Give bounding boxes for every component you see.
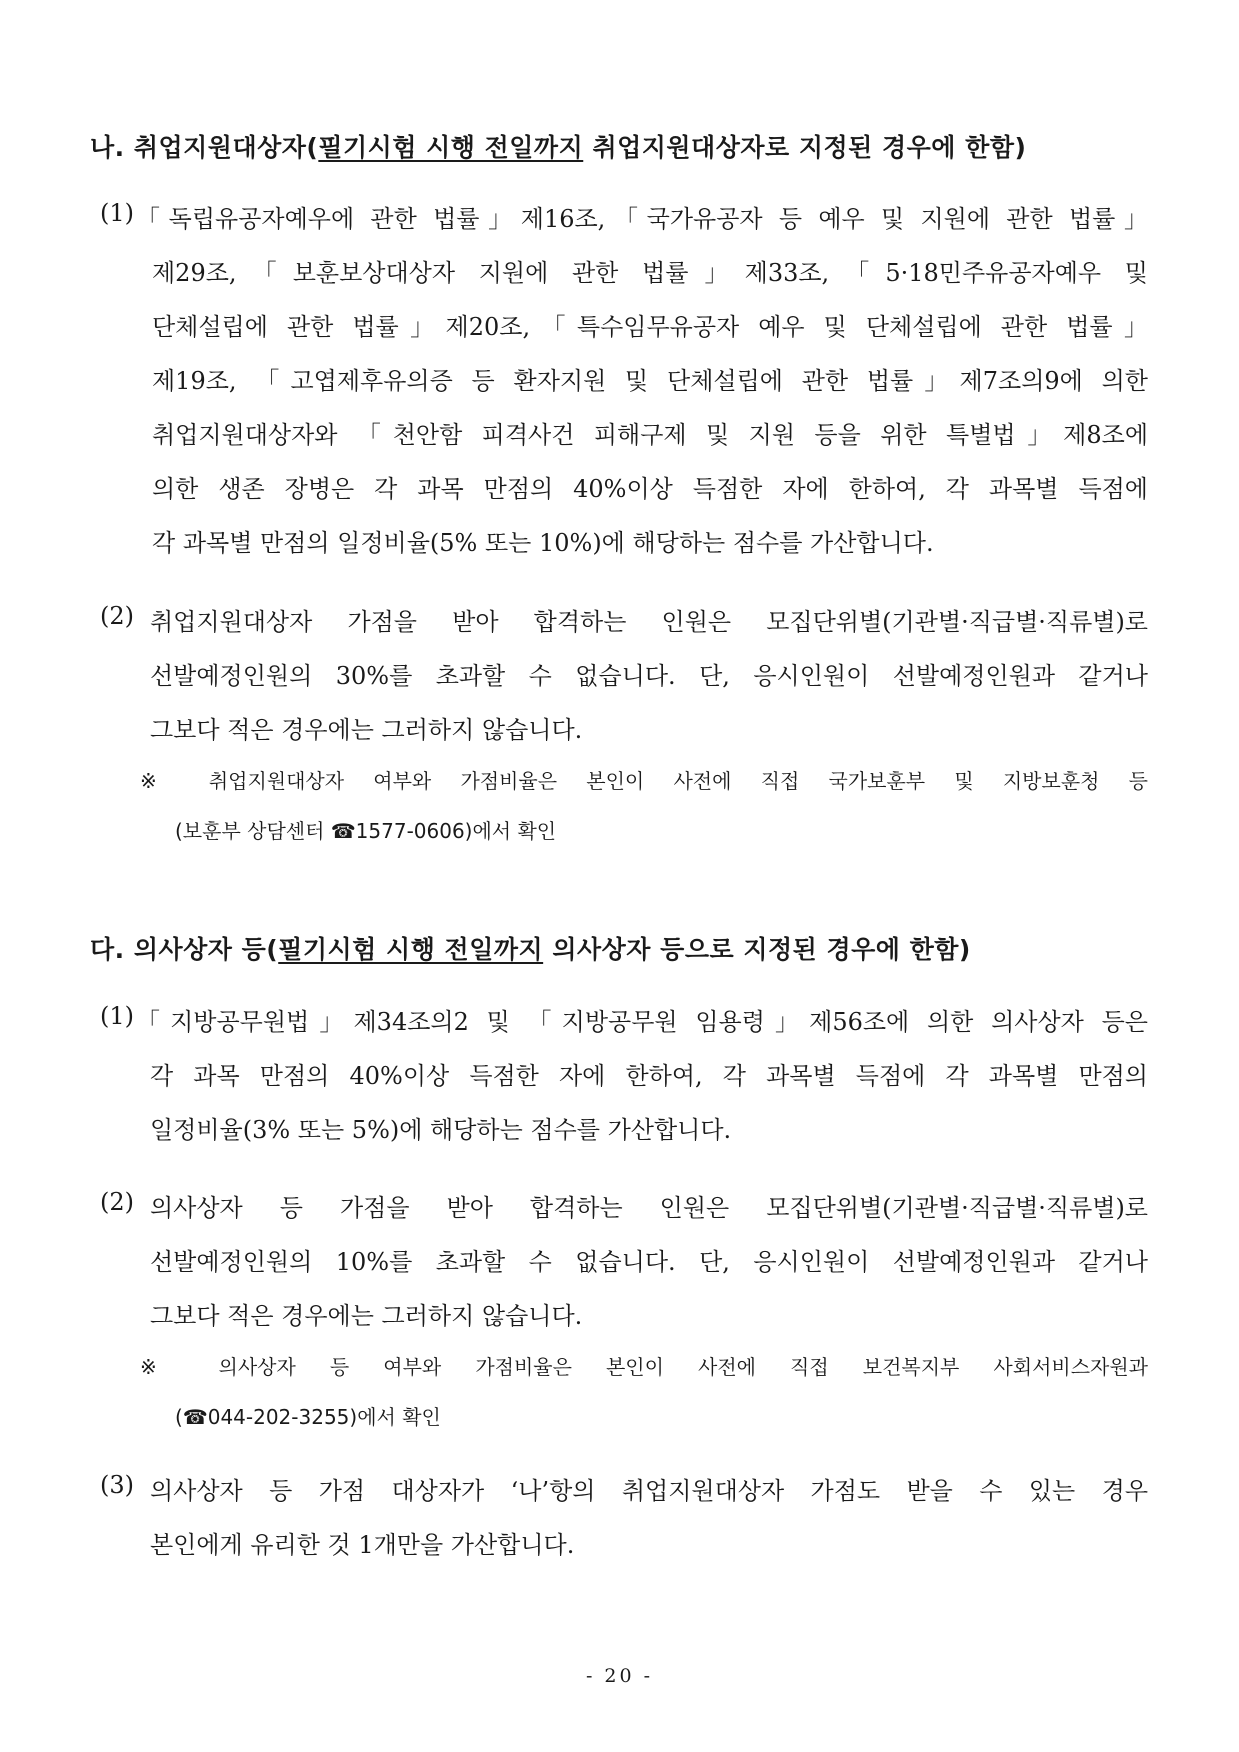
section-da-note-line: (☎044-202-3255)에서 확인 [175, 1405, 441, 1429]
section-da-item3-line: 본인에게 유리한 것 1개만을 가산합니다. [150, 1531, 575, 1559]
section-da-heading [90, 930, 971, 966]
page-number: - 20 - [585, 1665, 654, 1687]
section-na-title-underlined: 필기시험 시행 전일까지 [318, 133, 584, 162]
section-na-item1-line: 제29조,「보훈보상대상자 지원에 관한 법률」제33조,「5·18민주유공자예우 및 [152, 259, 1148, 287]
section-na-item1-line: 제19조, 「고엽제후유의증 등 환자지원 및 단체설립에 관한 법률」제7조의9에 의한 [152, 367, 1148, 395]
section-na-title-prefix: 나. 취업지원대상자( [90, 133, 319, 162]
section-da-item2-line: 의사상자 등 가점을 받아 합격하는 인원은 모집단위별(기관별·직급별·직류별)로 [150, 1194, 1148, 1222]
section-da-item1-number: (1) [100, 1002, 134, 1030]
section-da-title-underlined: 필기시험 시행 전일까지 [278, 935, 544, 964]
section-na-heading [90, 128, 1026, 164]
section-da-item1-line: 각 과목 만점의 40%이상 득점한 자에 한하여, 각 과목별 득점에 각 과목별 만점의 [150, 1062, 1148, 1090]
section-na-item1-line: 취업지원대상자와 「천안함 피격사건 피해구제 및 지원 등을 위한 특별법」제8조에 [152, 421, 1148, 449]
section-da-title-suffix: 의사상자 등으로 지정된 경우에 한함) [543, 935, 971, 964]
section-da-item1-line: 일정비율(3% 또는 5%)에 해당하는 점수를 가산합니다. [150, 1116, 732, 1144]
section-na-title-suffix: 취업지원대상자로 지정된 경우에 한함) [583, 133, 1027, 162]
section-na-item1-number: (1) [100, 199, 134, 227]
section-na-item1-line: 「독립유공자예우에 관한 법률」제16조,「국가유공자 등 예우 및 지원에 관한 법률」 [136, 205, 1148, 233]
section-da-item1-line: 「지방공무원법」제34조의2 및 「지방공무원 임용령」제56조에 의한 의사상자 등은 [136, 1008, 1148, 1036]
section-da-item3-line: 의사상자 등 가점 대상자가 ‘나’항의 취업지원대상자 가점도 받을 수 있는 경우 [150, 1477, 1148, 1505]
section-na-note-line: (보훈부 상담센터 ☎1577-0606)에서 확인 [175, 819, 557, 843]
section-na-item2-line: 선발예정인원의 30%를 초과할 수 없습니다. 단, 응시인원이 선발예정인원과 같거나 [150, 662, 1148, 690]
section-da-item2-line: 그보다 적은 경우에는 그러하지 않습니다. [150, 1302, 583, 1330]
section-na-item2-line: 그보다 적은 경우에는 그러하지 않습니다. [150, 716, 583, 744]
section-da-item3-number: (3) [100, 1471, 134, 1499]
section-da-note-line: ※ 의사상자 등 여부와 가점비율은 본인이 사전에 직접 보건복지부 사회서비스자원과 [140, 1355, 1148, 1379]
section-na-item2-number: (2) [100, 602, 134, 630]
section-na-item1-line: 의한 생존 장병은 각 과목 만점의 40%이상 득점한 자에 한하여, 각 과목별 득점에 [152, 475, 1148, 503]
section-da-title-prefix: 다. 의사상자 등( [90, 935, 279, 964]
section-da-item2-number: (2) [100, 1188, 134, 1216]
section-na-item1-line: 단체설립에 관한 법률」제20조,「특수임무유공자 예우 및 단체설립에 관한 법률」 [152, 313, 1148, 341]
section-na-item1-line: 각 과목별 만점의 일정비율(5% 또는 10%)에 해당하는 점수를 가산합니다. [152, 529, 934, 557]
section-da-item2-line: 선발예정인원의 10%를 초과할 수 없습니다. 단, 응시인원이 선발예정인원과 같거나 [150, 1248, 1148, 1276]
section-na-note-line: ※ 취업지원대상자 여부와 가점비율은 본인이 사전에 직접 국가보훈부 및 지방보훈청 등 [140, 769, 1148, 793]
section-na-item2-line: 취업지원대상자 가점을 받아 합격하는 인원은 모집단위별(기관별·직급별·직류별)로 [150, 608, 1148, 636]
